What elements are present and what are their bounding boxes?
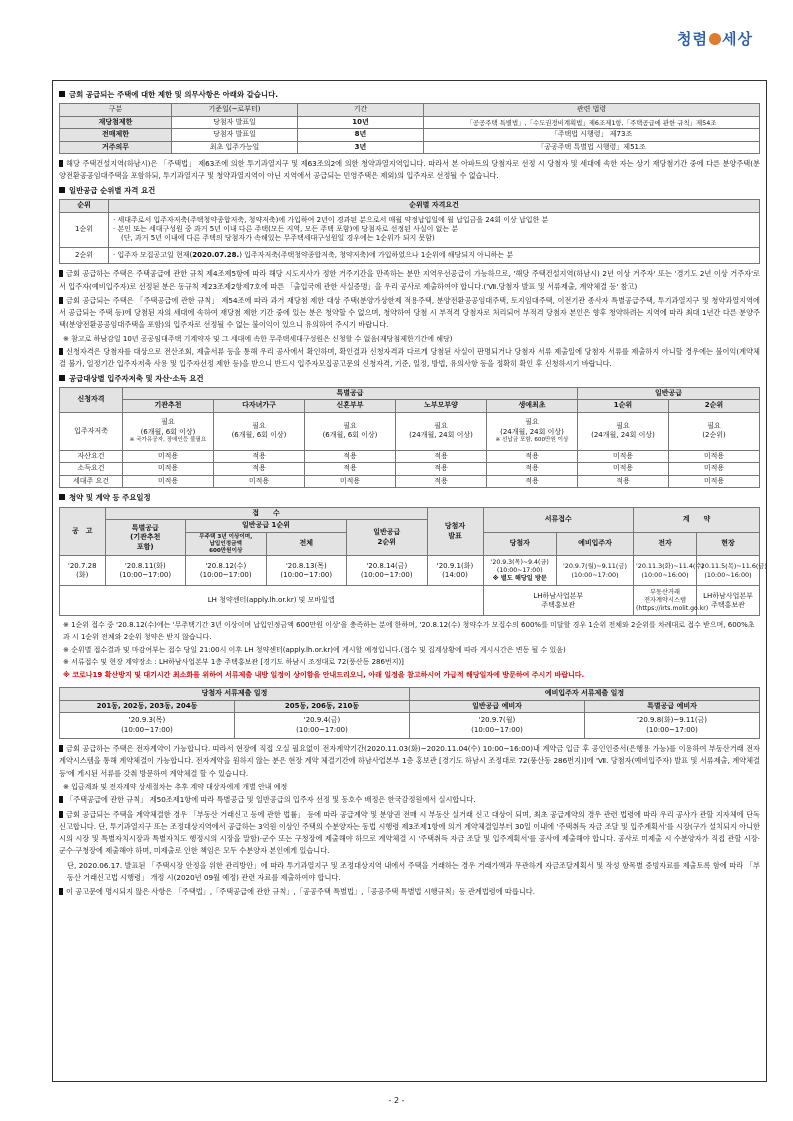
table-header: 관련 법령 <box>424 104 760 116</box>
table-row: 2순위 · 입주자 모집공고일 현재(2020.07.28.) 입주자저축(주택청약종합저축, 청약저축)에 가입하였으나 1순위에 해당되지 아니하는 분 <box>60 247 760 263</box>
bullet-icon <box>59 270 63 277</box>
square-bullet-icon <box>59 375 65 381</box>
table-row: '20.9.3(목) (10:00~17:00) '20.9.4(금) (10:00~17:00) '20.9.7(월) (10:00~17:00) '20.9.8(화)~9.11(금) (10:00~17:00) <box>60 713 760 739</box>
document-body <box>52 80 767 1082</box>
square-bullet-icon <box>59 91 65 97</box>
square-bullet-icon <box>59 494 65 500</box>
table-row: 소득요건 미적용 적용 적용 적용 적용 미적용 미적용 <box>60 463 760 475</box>
table-header: 순위별 자격요건 <box>109 200 760 212</box>
bullet-icon <box>59 348 63 355</box>
page-number: - 2 - <box>388 1095 405 1105</box>
table-row: 세대주 요건 미적용 미적용 미적용 적용 적용 적용 미적용 <box>60 475 760 487</box>
table-header: 일반공급 <box>578 388 760 400</box>
table-header: 구분 <box>60 104 172 116</box>
paragraph: 금회 공급하는 주택은 주택공급에 관한 규칙 제4조제5항에 따라 해당 시도지사가 정한 거주기간을 만족하는 분만 지역우선공급이 가능하므로, '해당 주택건설지역(하남시) 2년 이상 거주자' 또는 '경기도 2년 이상 거주자'로서 입주자(예비입주자)로 선정된 분은 동규칙 제23조제2항제7호에 따른 「출입국에 관한 사실증명」을 우리 공사로 제출하여야 합니다.('Ⅶ.당첨자 발표 및 서류제출, 계약체결 등' 참고) <box>59 269 760 291</box>
bullet-icon <box>59 796 63 803</box>
section-title-schedule: 청약 및 계약 등 주요일정 <box>59 492 760 503</box>
eligibility-table: 신청자격 특별공급 일반공급 기관추천 다자녀가구 신혼부부 노부모부양 생애최초 1순위 2순위 입주자저축 필요 (6개월, 6회 이상) ※ 국가유공자, 장애인등 불필요 필요 (6개월, 6회 이상) 필요 (6개월, 6회 이상) 필요 (24개월, 24회 이상) 필요 (24개월, 24회 이상) ※ 선납금 포함, 600만원 이상 필요 (24개월, 24회 이상) 필요 (2순위) 자산요건 미적용 적용 적용 적용 적용 미적용 미적용 소득요건 미적용 적용 적용 적용 적용 미적용 미적용 세대주 요건 미적용 미적용 미적용 적용 적용 적용 미적용 <box>59 387 760 488</box>
table-row: 전매제한 당첨자 발표일 8년 「주택법 시행령」 제73조 <box>60 129 760 141</box>
table-header: 기준일(~로부터) <box>172 104 298 116</box>
restrictions-table <box>59 103 760 154</box>
table-row: 자산요건 미적용 적용 적용 적용 적용 미적용 미적용 <box>60 450 760 462</box>
table-header: 특별공급 <box>123 388 578 400</box>
paragraph: 「주택공급에 관한 규칙」 제50조제1항에 따라 특별공급 및 일반공급의 입주자 선정 및 동호수 배정은 한국감정원에서 실시합니다. <box>59 794 760 806</box>
rank-requirements-table <box>59 199 760 264</box>
bullet-icon <box>59 160 63 167</box>
note: ※ 순위별 접수결과 및 마감여부는 접수 당일 21:00시 이후 LH 청약센터(apply.lh.or.kr)에 게시할 예정입니다.(접수 및 집계상황에 따라 게시시간은 변동 될 수 있음) <box>63 645 566 654</box>
table-row: 1순위 · 세대주로서 입주자저축(주택청약종합저축, 청약저축)에 가입하여 2년이 경과된 분으로서 매월 약정납입일에 월 납입금을 24회 이상 납입한 분 · 본인 또는 세대구성원 중 과거 5년 이내 다른 주택(모든 지역, 모든 주택 포함)에 당첨자로 선정된 사실이 없는 분 (단, 과거 5년 이내에 다른 주택의 당첨자가 속해있는 무주택세대구성원일 경우에는 1순위가 되지 못함) <box>60 212 760 247</box>
bullet-icon <box>59 888 63 895</box>
covid-notice: ※ 코로나19 확산방지 및 대기시간 최소화를 위하여 서류제출 내방 일정이 상이함을 안내드리오니, 아래 일정을 참고하시어 가급적 해당일자에 방문하여 주시기 바랍니다. <box>63 670 585 679</box>
paragraph: 신청자격은 당첨자를 대상으로 전산조회, 제출서류 등을 통해 우리 공사에서 확인하며, 확인결과 신청자격과 다르게 당첨된 사실이 판명되거나 당첨자 서류 제출일에 당첨자 서류를 제출하지 아니할 경우에는 불이익(계약체결 불가, 일정기간 입주자저축 사용 및 입주자선정 제한 등)을 받으니 반드시 입주자모집공고문의 신청자격, 기준, 일정, 방법, 유의사항 등을 정확히 확인 후 신청하시기 바랍니다. <box>59 347 760 369</box>
table-row: '20.7.28 (화) '20.8.11(화) (10:00~17:00) '20.8.12(수) (10:00~17:00) '20.8.13(목) (10:00~17:00) '20.8.14(금) (10:00~17:00) '20.9.1(화) (14:00) '20.9.3(목)~9.4(금) (10:00~17:00) ※ 별도 해당일 방문 '20.9.7(월)~9.11(금) (10:00~17:00) '20.11.3(화)~11.4(수) (10:00~16:00) '20.11.5(목)~11.6(금) (10:00~16:00) <box>60 556 760 586</box>
paragraph: 금회 공급되는 주택을 계약체결한 경우 「부동산 거래신고 등에 관한 법률」 등에 따라 공급계약 및 분양권 전매 시 부동산 실거래 신고 대상이 되며, 최초 공급계약의 경우 관련 법령에 따라 우리 공사가 관할 지자체에 단독 신고합니다. 단, 투기과열지구 또는 조정대상지역에서 공급하는 3억원 이상인 주택의 수분양자는 동법 시행령 제3조제1항에 의거 계약체결일부터 30일 이내에 '주택취득 자금 조달 및 입주계획서'를 시장(구가 설치되지 아니한 시의 시장 및 특별자치시장과 특별자치도 행정시의 시장을 말함)·군수 또는 구청장에 제출해야 하므로 계약체결 시 '주택취득 자금 조달 및 입주계획서'를 공사에 제출해야 합니다. 공사로 미제출 시 수분양자가 직접 관할 시장·군수·구청장에 제출해야 하며, 미제출로 인한 책임은 모두 수분양자 본인에게 있습니다. <box>59 809 760 856</box>
note: ※ 서류접수 및 현장 계약장소 : LH하남사업본부 1층 주택홍보관 [경기도 하남시 조정대로 72(풍산동 286번지)] <box>63 658 404 667</box>
table-row: 거주의무 최초 입주가능일 3년 「공공주택 특별법 시행령」제51조 <box>60 141 760 153</box>
paragraph: 금회 공급하는 주택은 전자계약이 가능합니다. 따라서 현장에 직접 오실 필요없이 전자계약기간(2020.11.03(화)~2020.11.04(수) 10:00~16:00)내 계약금 입금 후 공인인증서(은행용 가능)를 이용하여 부동산거래 전자계약시스템을 통해 계약체결이 가능합니다. 전자계약을 원하지 않는 분은 현장 계약 체결기간에 하남사업본부 1층 홍보관 [경기도 하남시 조정대로 72(풍산동 286번지)]에 'Ⅶ. 당첨자(예비입주자) 발표 및 서류제출, 계약체결 등'에 게시된 서류를 갖춰 방문하여 계약체결 할 수 있습니다. <box>59 744 760 778</box>
schedule-table: 공 고 접 수 당첨자 발표 서류접수 계 약 특별공급 (기관추천 포함) 일반공급 1순위 일반공급 2순위 무주택 3년 이상이며, 납입인정금액 600만원이상 전체 당첨자 예비입주자 전자 현장 '20.7.28 (화) '20.8.11(화) (10:00~17:00) '20.8.12(수) (10:00~17:00) '20.8.13(목) (10:00~17:00) '20.8.14(금) (10:00~17:00) '20.9.1(화) (14:00) '20.9.3(목)~9.4(금) (10:00~17:00) ※ 별도 해당일 방문 '20.9.7(월)~9.11(금) (10:00~17:00) '20.11.3(화)~11.4(수) (10:00~16:00) '20.11.5(목)~11.6(금) (10:00~16:00) LH 청약센터(apply.lh.or.kr) 및 모바일앱 LH하남사업본부 주택홍보관 부동산거래 전자계약시스템 (https://irts.molit.go.kr) LH하남사업본부 주택홍보관 <box>59 507 760 617</box>
paragraph: 금회 공급되는 주택은 「주택공급에 관한 규칙」 제54조에 따라 과거 재당첨 제한 대상 주택(분양가상한제 적용주택, 분양전환공공임대주택, 토지임대주택, 이전기관 종사자 특별공급주택, 투기과열지구 및 청약과열지역에서 공급되는 주택 등)에 당첨된 자의 세대에 속하여 재당첨 제한 기간 중에 있는 분은 청약할 수 없으며, 청약하여 당첨 시 부적격 당첨자로 처리되어 부적격 당첨자 본인은 향후 청약하려는 지역에 따라 최대 1년간 다른 분양주택(분양전환공공임대주택을 포함)의 입주자로 선정될 수 없는 불이익이 있으니 유의하여 주시기 바랍니다. <box>59 295 760 330</box>
bullet-icon <box>59 745 63 752</box>
restriction-note: 해당 주택건설지역(하남시)은 「주택법」 제63조에 의한 투기과열지구 및 제63조의2에 의한 청약과열지역입니다. 따라서 본 아파트의 당첨자로 선정 시 당첨자 및 세대에 속한 자는 상기 재당첨기간 중에 다른 분양주택(분양전환공공임대주택을 포함하되, 투기과열지구 및 청약과열지역이 아닌 지역에서 공급되는 민영주택은 제외)의 입주자로 선정될 수 없습니다. <box>59 159 760 181</box>
paragraph: 이 공고문에 명시되지 않은 사항은 「주택법」,「주택공급에 관한 규칙」,「공공주택 특별법」,「공공주택 특별법 시행규칙」등 관계법령에 따릅니다. <box>59 886 760 898</box>
organization-logo: 청렴 세상 <box>677 30 753 48</box>
table-row: LH 청약센터(apply.lh.or.kr) 및 모바일앱 LH하남사업본부 주택홍보관 부동산거래 전자계약시스템 (https://irts.molit.go.kr) LH하남사업본부 주택홍보관 <box>60 586 760 616</box>
note: ※ 1순위 접수 중 '20.8.12(수)에는 '무주택기간 3년 이상이며 납입인정금액 600만원 이상'을 충족하는 분에 한하며, '20.8.12(수) 청약수가 모집수의 600%를 미달할 경우 1순위 전체와 2순위를 차례대로 접수 받으며, 600%초과 시 1순위 전체와 2순위 청약은 받지 않습니다. <box>63 621 755 642</box>
document-submission-table: 당첨자 서류제출 일정 예비입주자 서류제출 일정 201동, 202동, 203동, 204동 205동, 206동, 210동 일반공급 예비자 특별공급 예비자 '20.9.3(목) (10:00~17:00) '20.9.4(금) (10:00~17:00) '20.9.7(월) (10:00~17:00) '20.9.8(화)~9.11(금) (10:00~17:00) <box>59 687 760 739</box>
note: ※ 참고로 하남감일 10년 공공임대주택 기계약자 및 그 세대에 속한 무주택세대구성원은 신청할 수 없음(재당첨제한기간에 해당) <box>63 334 453 343</box>
section-title-restrictions: 금회 공급되는 주택에 대한 제한 및 의무사항은 아래와 같습니다. <box>59 89 760 100</box>
table-row: 입주자저축 필요 (6개월, 6회 이상) ※ 국가유공자, 장애인등 불필요 필요 (6개월, 6회 이상) 필요 (6개월, 6회 이상) 필요 (24개월, 24회 이상) 필요 (24개월, 24회 이상) ※ 선납금 포함, 600만원 이상 필요 (24개월, 24회 이상) 필요 (2순위) <box>60 412 760 450</box>
table-row: 재당첨제한 당첨자 발표일 10년 「공공주택 특별법」,「수도권정비계획법」제6조제1항,「주택공급에 관한 규칙」제54조 <box>60 116 760 128</box>
section-title-eligibility: 공급대상별 입주자저축 및 자산·소득 요건 <box>59 373 760 384</box>
bullet-icon <box>59 811 63 818</box>
table-header: 기간 <box>298 104 424 116</box>
logo-mark-icon <box>709 33 721 45</box>
section-title-rank-requirements: 일반공급 순위별 자격 요건 <box>59 185 760 196</box>
paragraph: 단, 2020.06.17. 발표된 「주택시장 안정을 위한 관리방안」에 따라 투기과열지구 및 조정대상지역 내에서 주택을 거래하는 경우 거래가액과 무관하게 자금조달계획서 및 작성 항목별 증빙자료를 제출토록 함에 따라 「부동산 거래신고법 시행령」 개정 시(2020년 09월 예정) 관련 자료를 제출하여야 합니다. <box>67 860 760 882</box>
square-bullet-icon <box>59 187 65 193</box>
table-header: 신청자격 <box>60 388 123 413</box>
bullet-icon <box>59 297 63 304</box>
table-header: 순위 <box>60 200 109 212</box>
note: ※ 입금계좌 및 전자계약 상세절차는 추후 계약 대상자에게 개별 안내 예정 <box>63 782 288 791</box>
